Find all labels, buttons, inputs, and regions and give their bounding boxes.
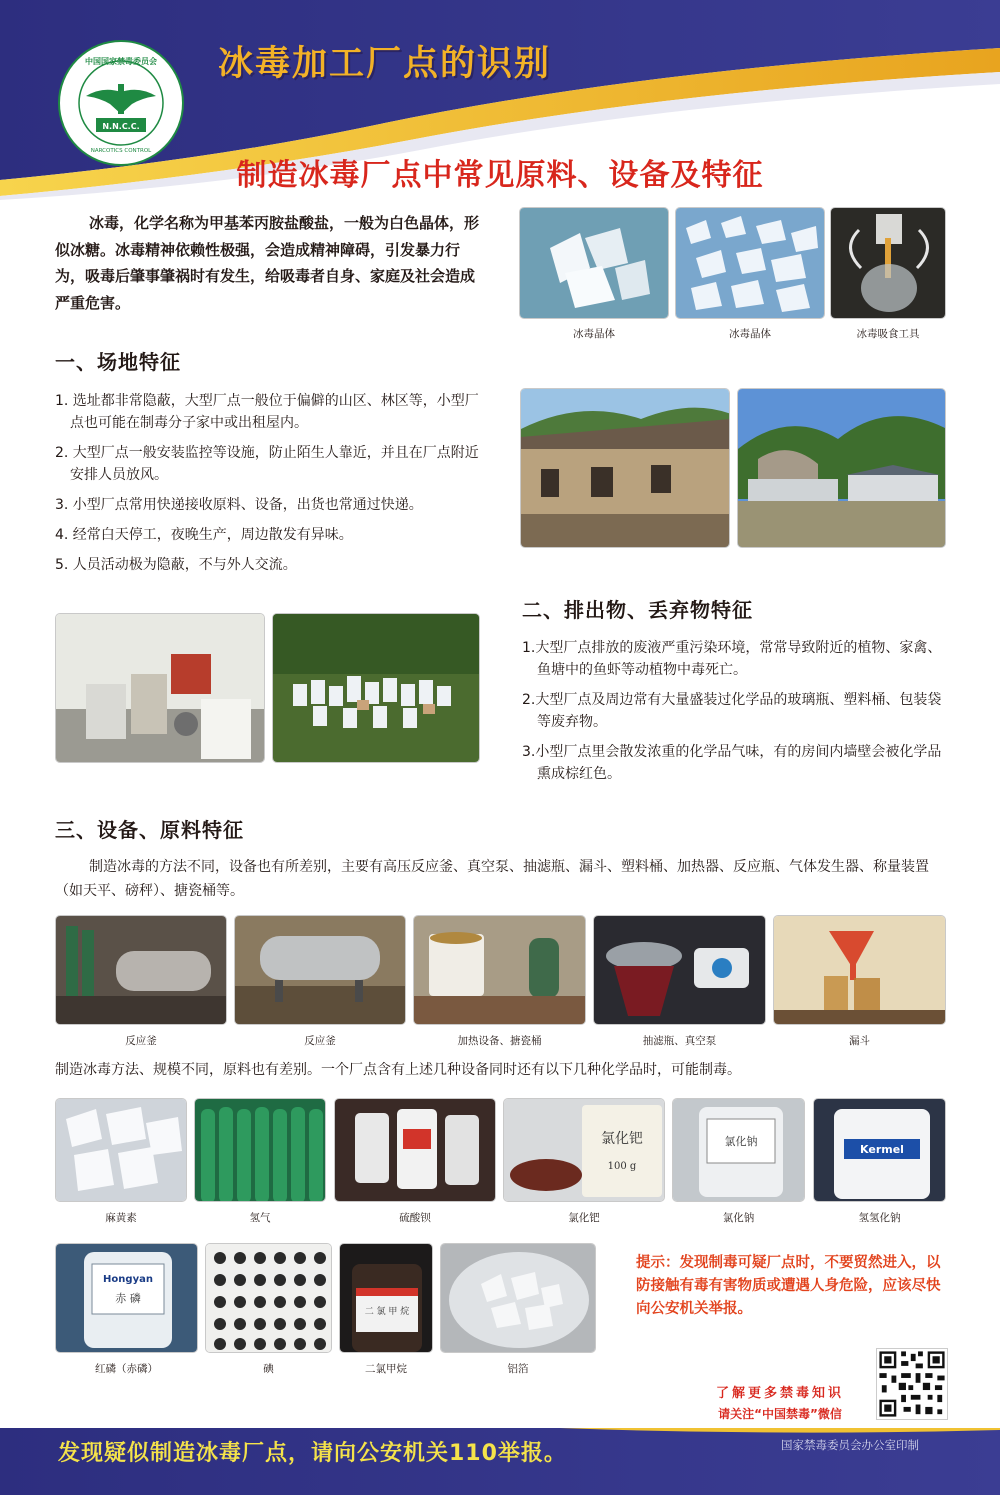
photo-sodium-hydroxide	[813, 1098, 946, 1202]
photo-barium-sulfate	[334, 1098, 496, 1202]
section3-title: 三、设备、原料特征	[55, 818, 244, 842]
svg-text:NARCOTICS CONTROL: NARCOTICS CONTROL	[90, 148, 152, 154]
footer-report-slogan: 发现疑似制造冰毒厂点，请向公安机关110举报。	[58, 1441, 567, 1466]
follow-wechat-note	[686, 1384, 874, 1424]
intro-paragraph: 冰毒，化学名称为甲基苯丙胺盐酸盐，一般为白色晶体，形似冰糖。冰毒精神依赖性极强，会造成精神障碍，引发暴力行为，吸毒后肇事肇祸时有发生，给吸毒者自身、家庭及社会造成严重危害。	[55, 214, 480, 312]
photo-meth-crystal-1	[519, 207, 669, 319]
photo-meth-crystal-2	[675, 207, 825, 319]
main-title: 冰毒加工厂点的识别	[218, 43, 552, 84]
caption-filter-flask-pump: 抽滤瓶、真空泵	[642, 1035, 717, 1047]
photo-dichloromethane	[339, 1243, 433, 1353]
svg-text:N.N.C.C.: N.N.C.C.	[102, 122, 140, 131]
section2-list	[522, 637, 947, 793]
photo-reactor-1	[55, 915, 227, 1025]
caption-dichloromethane: 二氯甲烷	[365, 1363, 407, 1375]
caption-sodium-hydroxide: 氢氢化钠	[858, 1212, 901, 1224]
caption-hydrogen: 氢气	[249, 1212, 271, 1224]
list-item: 4. 经常白天停工，夜晚生产，周边散发有异味。	[55, 527, 353, 543]
caption-palladium-chloride: 氯化钯	[568, 1212, 600, 1224]
caption-funnel: 漏斗	[849, 1035, 870, 1047]
list-item: 2.大型厂点及周边常有大量盛装过化学品的玻璃瓶、塑料桶、包装袋等废弃物。	[522, 692, 942, 730]
nacl-label-text: 氯化钠	[724, 1135, 758, 1148]
list-item: 2. 大型厂点一般安装监控等设施，防止陌生人靠近，并且在厂点附近安排人员放风。	[55, 445, 479, 483]
list-item: 3.小型厂点里会散发浓重的化学品气味，有的房间内墙壁会被化学品熏成棕红色。	[522, 744, 942, 782]
photo-hydrogen-cylinders	[194, 1098, 326, 1202]
photo-ephedrine	[55, 1098, 187, 1202]
section1-title: 一、场地特征	[55, 350, 181, 374]
section2-title: 二、排出物、丢弃物特征	[522, 598, 753, 622]
photo-filter-flask-pump	[593, 915, 766, 1025]
follow-line-1: 了解更多禁毒知识	[715, 1386, 844, 1401]
photo-heating-bucket	[413, 915, 586, 1025]
photo-iodine	[205, 1243, 332, 1353]
photo-small-lab	[55, 613, 265, 763]
caption-sodium-chloride: 氯化钠	[722, 1212, 755, 1224]
photo-sodium-chloride	[672, 1098, 805, 1202]
palladium-label-text: 氯化钯	[601, 1131, 643, 1147]
photo-reactor-2	[234, 915, 406, 1025]
photo-red-phosphorus	[55, 1243, 198, 1353]
caption-reactor-1: 反应釜	[125, 1035, 157, 1047]
qr-code-icon[interactable]	[876, 1348, 948, 1420]
chemicals-paragraph: 制造冰毒方法、规模不同，原料也有差别。一个厂点含有上述几种设备同时还有以下几种化学品时，可能制毒。	[55, 1062, 741, 1078]
caption-meth-crystal-2: 冰毒晶体	[729, 328, 771, 340]
nncc-logo	[58, 40, 184, 166]
photo-aluminum-foil	[440, 1243, 596, 1353]
sub-title: 制造冰毒厂点中常见原料、设备及特征	[236, 158, 764, 193]
list-item: 1.大型厂点排放的废液严重污染环境，常常导致附近的植物、家禽、鱼塘中的鱼虾等动植物中毒死亡。	[522, 640, 942, 678]
photo-mountain-factory	[737, 388, 946, 548]
list-item: 3. 小型厂点常用快递接收原料、设备，出货也常通过快递。	[55, 497, 423, 513]
caption-heating-bucket: 加热设备、搪瓷桶	[457, 1035, 542, 1047]
caption-smoking-tool: 冰毒吸食工具	[856, 328, 920, 340]
list-item: 5. 人员活动极为隐蔽，不与外人交流。	[55, 557, 297, 573]
caption-ephedrine: 麻黄素	[105, 1212, 137, 1224]
safety-tip: 提示：发现制毒可疑厂点时，不要贸然进入，以防接触有毒有害物质或遭遇人身危险，应该尽快向公安机关举报。	[636, 1255, 941, 1317]
kermel-label-text: Kermel	[860, 1143, 904, 1156]
printed-by: 国家禁毒委员会办公室印制	[781, 1438, 919, 1452]
photo-palladium-chloride	[503, 1098, 665, 1202]
list-item: 1. 选址都非常隐蔽，大型厂点一般位于偏僻的山区、林区等，小型厂点也可能在制毒分子家中或出租屋内。	[55, 393, 479, 431]
section1-list	[55, 390, 485, 584]
caption-aluminum-foil: 铝箔	[507, 1363, 529, 1375]
palladium-weight-text: 100 g	[607, 1161, 637, 1172]
caption-red-phosphorus: 红磷（赤磷）	[95, 1363, 158, 1375]
photo-smoking-tool	[830, 207, 946, 319]
hongyan-label-text: Hongyan	[103, 1274, 153, 1285]
dcm-label-text: 二 氯 甲 烷	[364, 1307, 410, 1317]
photo-rural-house	[520, 388, 730, 548]
photo-discarded-bottles	[272, 613, 480, 763]
caption-barium-sulfate: 硫酸钡	[399, 1212, 431, 1224]
follow-line-2: 请关注“中国禁毒”微信	[718, 1407, 842, 1421]
equipment-paragraph: 制造冰毒的方法不同，设备也有所差别，主要有高压反应釜、真空泵、抽滤瓶、漏斗、塑料桶、加热器、反应瓶、气体发生器、称量装置（如天平、磅秤）、搪瓷桶等。	[55, 859, 929, 899]
photo-funnel	[773, 915, 946, 1025]
caption-meth-crystal-1: 冰毒晶体	[573, 328, 615, 340]
red-phosphorus-label-text: 赤 磷	[115, 1292, 141, 1305]
caption-reactor-2: 反应釜	[304, 1035, 336, 1047]
svg-text:中国国家禁毒委员会: 中国国家禁毒委员会	[85, 57, 157, 66]
caption-iodine: 碘	[263, 1363, 274, 1375]
